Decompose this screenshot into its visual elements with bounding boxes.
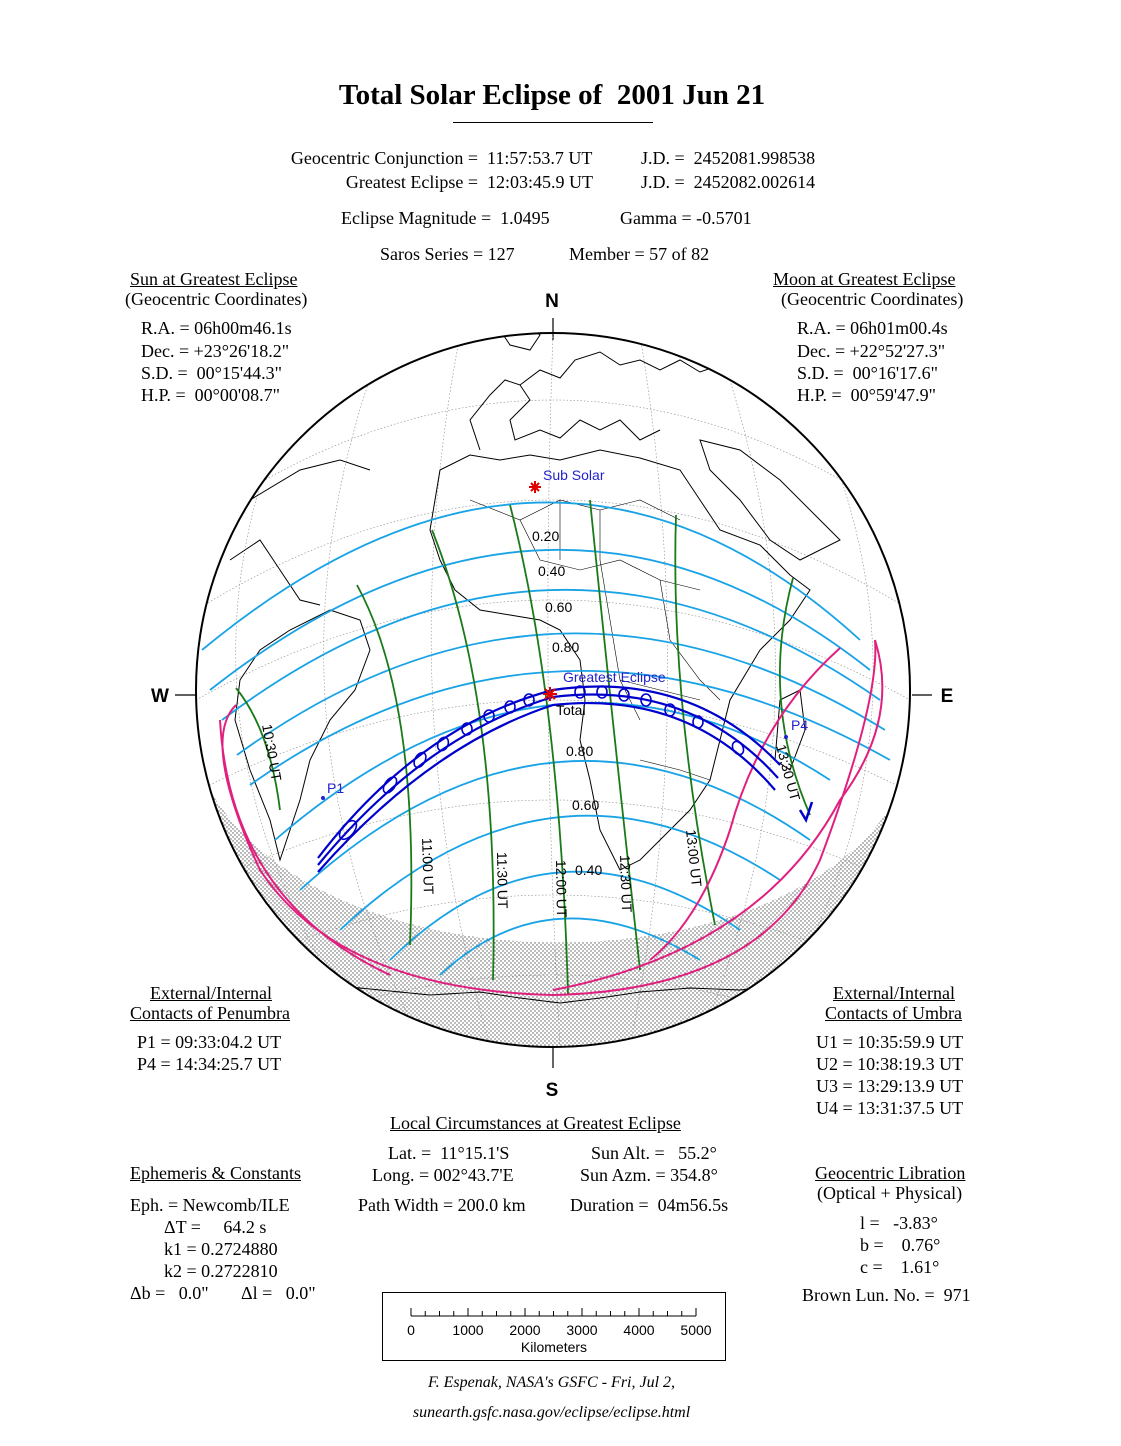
brown-lunation: Brown Lun. No. = 971 [802,1285,971,1305]
time-label-1130: 11:30 UT [494,851,511,909]
time-label-1300: 13:00 UT [683,828,705,888]
conjunction-jd: J.D. = 2452081.998538 [641,148,816,168]
scale-tick-0: 0 [407,1322,415,1338]
compass-south: S [545,1080,559,1101]
greatest-eclipse-label: Greatest Eclipse = [345,172,478,192]
ephemeris-k1: k1 = 0.2724880 [164,1239,278,1259]
penumbra-heading-2: Contacts of Penumbra [130,1003,290,1023]
moon-sd: S.D. = 00°16'17.6" [797,363,938,383]
moon-hp: H.P. = 00°59'47.9" [797,385,936,405]
penumbra-heading-1: External/Internal [150,983,272,1003]
scale-tick-1000: 1000 [452,1322,484,1338]
moon-dec: Dec. = +22°52'27.3" [797,341,946,361]
time-label-1200: 12:00 UT [553,859,571,918]
local-heading: Local Circumstances at Greatest Eclipse [390,1113,681,1133]
moon-ra: R.A. = 06h01m00.4s [797,318,948,338]
conjunction-label: Geocentric Conjunction = [290,148,478,168]
umbra-heading-1: External/Internal [833,983,955,1003]
penumbra-p1: P1 = 09:33:04.2 UT [137,1032,282,1052]
ephemeris-k2: k2 = 0.2722810 [164,1261,278,1281]
scale-tick-2000: 2000 [509,1322,541,1338]
libration-b: b = 0.76° [860,1235,941,1255]
p4-marker [784,735,788,739]
compass-west: W [151,686,169,707]
sun-subheading: (Geocentric Coordinates) [125,289,308,309]
mag-label-north-0.20: 0.20 [532,528,560,544]
footer-url: sunearth.gsfc.nasa.gov/eclipse/eclipse.html [412,1404,691,1421]
umbra-u2: U2 = 10:38:19.3 UT [816,1054,964,1074]
umbra-south-limit [318,703,775,872]
footer-credit: F. Espenak, NASA's GSFC - Fri, Jul 2, [427,1374,676,1391]
moon-heading: Moon at Greatest Eclipse [773,269,956,289]
penumbra-p4: P4 = 14:34:25.7 UT [137,1054,282,1074]
scale-tick-4000: 4000 [623,1322,655,1338]
libration-l: l = -3.83° [860,1213,938,1233]
time-label-1030: 10:30 UT [259,722,285,783]
libration-heading: Geocentric Libration [815,1163,966,1183]
local-lat: Lat. = 11°15.1'S [388,1143,510,1163]
mag-label-south-0.40: 0.40 [575,862,603,878]
conjunction-time: 11:57:53.7 UT [487,148,593,168]
local-sun-azm: Sun Azm. = 354.8° [580,1165,718,1185]
mag-label-north-0.60: 0.60 [545,599,573,615]
time-line-1100 [357,585,411,945]
greatest-eclipse-jd: J.D. = 2452082.002614 [641,172,816,192]
gamma: Gamma = -0.5701 [620,208,752,228]
libration-c: c = 1.61° [860,1257,940,1277]
mag-label-south-0.60: 0.60 [572,797,600,813]
p1-marker [321,796,325,800]
ephemeris-delta-l: Δl = 0.0" [241,1283,316,1303]
scale-tick-3000: 3000 [566,1322,598,1338]
compass-east: E [940,686,954,707]
scale-unit: Kilometers [520,1339,588,1355]
label-sub-solar: Sub Solar [543,467,605,483]
local-duration: Duration = 04m56.5s [570,1195,729,1215]
ephemeris-heading: Ephemeris & Constants [130,1163,301,1183]
compass-north: N [545,291,559,312]
sun-heading: Sun at Greatest Eclipse [130,269,298,289]
umbra-heading-2: Contacts of Umbra [825,1003,962,1023]
greatest-eclipse-time: 12:03:45.9 UT [487,172,593,192]
label-greatest-eclipse: Greatest Eclipse [563,669,666,685]
greatest-eclipse-marker [543,687,557,701]
local-path-width: Path Width = 200.0 km [358,1195,526,1215]
umbra-north-limit [318,687,780,858]
label-total: Total [556,702,586,718]
label-p4: P4 [791,717,809,733]
time-label-1100: 11:00 UT [419,837,437,895]
sub-solar-marker [529,481,541,493]
ephemeris-eph: Eph. = Newcomb/ILE [130,1195,290,1215]
time-label-1230: 12:30 UT [617,854,636,913]
scale-bar [382,1292,726,1361]
time-label-1330: 13:30 UT [773,742,804,803]
moon-subheading: (Geocentric Coordinates) [781,289,964,309]
umbra-u1: U1 = 10:35:59.9 UT [816,1032,964,1052]
sun-hp: H.P. = 00°00'08.7" [141,385,280,405]
eclipse-magnitude: Eclipse Magnitude = 1.0495 [341,208,550,228]
ephemeris-delta-t: ΔT = 64.2 s [164,1217,267,1237]
mag-label-north-0.80: 0.80 [552,639,580,655]
sun-sd: S.D. = 00°15'44.3" [141,363,282,383]
page-title: Total Solar Eclipse of 2001 Jun 21 [338,79,766,111]
saros-series: Saros Series = 127 [380,244,515,264]
umbra-u4: U4 = 13:31:37.5 UT [816,1098,964,1118]
scale-tick-5000: 5000 [680,1322,712,1338]
sun-ra: R.A. = 06h00m46.1s [141,318,292,338]
local-sun-alt: Sun Alt. = 55.2° [591,1143,717,1163]
saros-member: Member = 57 of 82 [569,244,710,264]
mag-label-south-0.80: 0.80 [566,743,594,759]
umbra-u3: U3 = 13:29:13.9 UT [816,1076,964,1096]
libration-subheading: (Optical + Physical) [817,1183,963,1203]
ephemeris-delta-b: Δb = 0.0" [130,1283,209,1303]
label-p1: P1 [327,780,345,796]
mag-label-north-0.40: 0.40 [538,563,566,579]
local-long: Long. = 002°43.7'E [372,1165,514,1185]
sun-dec: Dec. = +23°26'18.2" [141,341,290,361]
